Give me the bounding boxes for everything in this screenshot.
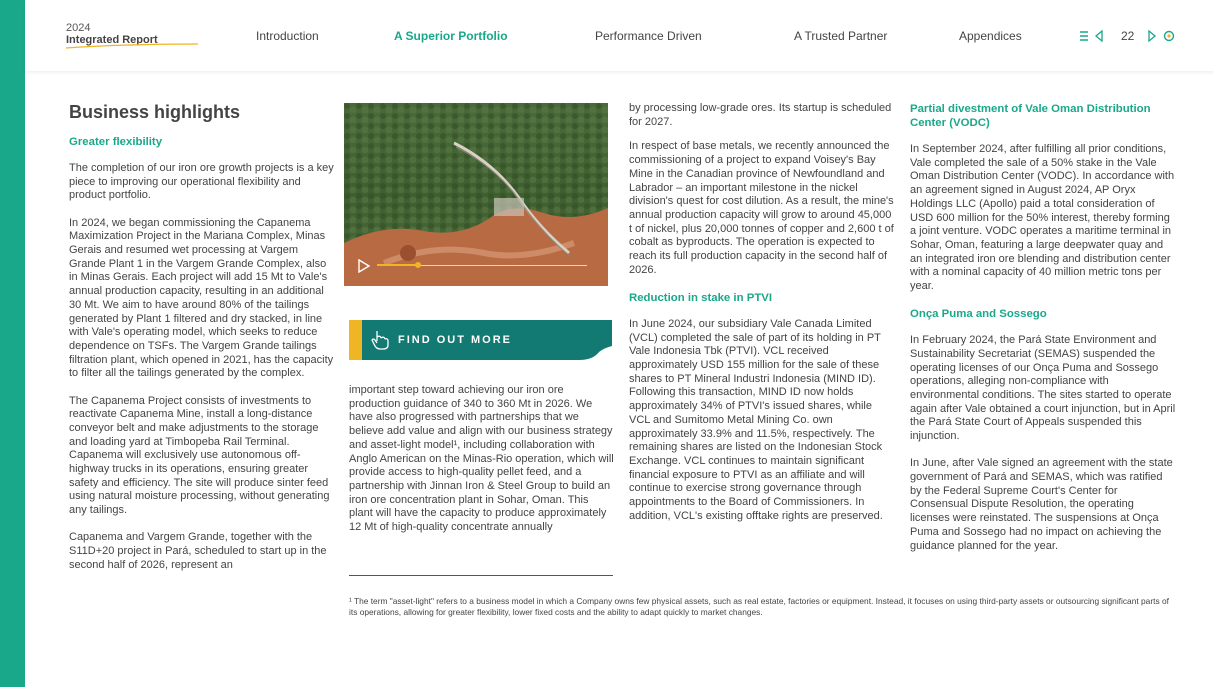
paragraph: Capanema and Vargem Grande, together with the S11D+20 project in Pará, scheduled to start up in the second half of 2026, represent an xyxy=(69,531,327,571)
nav-introduction[interactable]: Introduction xyxy=(256,29,319,43)
next-page-icon[interactable] xyxy=(1147,27,1157,45)
find-out-more-label: FIND OUT MORE xyxy=(398,334,512,346)
subtitle-greater-flexibility: Greater flexibility xyxy=(69,136,163,148)
video-progress-handle[interactable] xyxy=(415,262,421,268)
section-title: Business highlights xyxy=(69,102,241,122)
paragraph: important step toward achieving our iron ore production guidance of 340 to 360 Mt in 2026. We have also progressed with partnerships that we believe add value and align with our business strategy and asset-light model¹, including collaboration with Anglo American on the Minas-Rio operation, which will provide access to high-quality pellet feed, and a partnership with Jinnan Iron & Steel Group to build an iron ore concentration plant in Sohar, Oman. This plant will have the capacity to produce approximately 12 Mt of high-quality concentrate annually xyxy=(349,384,614,534)
menu-icon[interactable] xyxy=(1079,27,1089,45)
nav-appendices[interactable]: Appendices xyxy=(959,29,1022,43)
video-progress-fill xyxy=(377,264,417,266)
video-player[interactable] xyxy=(344,103,608,286)
video-thumbnail-image xyxy=(344,103,608,286)
nav-trusted-partner[interactable]: A Trusted Partner xyxy=(794,29,888,43)
column-3 xyxy=(629,102,895,537)
logo-swoosh-icon xyxy=(66,42,200,50)
report-year: 2024 xyxy=(66,22,91,34)
footnote-divider xyxy=(349,575,613,576)
refresh-icon[interactable] xyxy=(1162,27,1176,45)
find-out-more-button[interactable] xyxy=(349,320,612,360)
left-accent-bar xyxy=(0,0,25,687)
paragraph: by processing low-grade ores. Its startup is scheduled for 2027. xyxy=(629,102,892,128)
paragraph: In respect of base metals, we recently announced the commissioning of a project to expand Voisey's Bay Mine in the Canadian province of Newfoundland and Labrador – an important milestone in the nickel division's quest for cost dilution. As a result, the mine's annual production capacity will grow to around 45,000 t of nickel, plus 20,000 tonnes of copper and 2,600 t of cobalt as byproducts. The operation is expected to reach its full production capacity in the second half of 2026. xyxy=(629,140,894,276)
footnote: ¹ The term "asset-light" refers to a business model in which a Company owns few physical assets, such as real estate, factories or equipment. Instead, it focuses on using third-party assets or outsourcing significant parts of its operations, allowing for greater flexibility, lower fixed costs and the ability to adapt quickly to market changes. xyxy=(349,596,1169,617)
column-4 xyxy=(910,102,1176,567)
page-number: 22 xyxy=(1121,29,1135,43)
paragraph: In June 2024, our subsidiary Vale Canada Limited (VCL) completed the sale of part of its holding in PT Vale Indonesia Tbk (PTVI). VCL received approximately USD 155 million for the sale of these shares to PT Mineral Industri Indonesia (MIND ID). Following this transaction, MIND ID now holds approximately 34% of PTVI's issued shares, while VCL and Sumitomo Metal Mining Co. own approximately 33.9% and 11.5%, respectively. The remaining shares are listed on the Indonesian Stock Exchange. VCL continues to maintain significant financial exposure to PTVI as an affiliate and will continue to exercise strong governance through appointments to the Board of Commissioners. In addition, VCL's existing offtake rights are preserved. xyxy=(629,317,883,522)
paragraph: The Capanema Project consists of investments to reactivate Capanema Mine, install a long-distance conveyor belt and make adjustments to the storage and loading yard at Timbopeba Rail Terminal. Capanema will exclusively use autonomous off-highway trucks in its operations, ensuring greater safety and efficiency. The site will produce sinter feed using natural moisture processing, without generating any tailings. xyxy=(69,394,330,517)
column-2 xyxy=(349,384,615,548)
nav-performance-driven[interactable]: Performance Driven xyxy=(595,29,702,43)
subtitle-vodc: Partial divestment of Vale Oman Distribution Center (VODC) xyxy=(910,103,1151,129)
paragraph: In February 2024, the Pará State Environment and Sustainability Secretariat (SEMAS) suspended the operating licenses of our Onça Puma and Sossego operations, alleging non-compliance with environmental conditions. The sites started to operate again after Vale obtained a court injunction, but in April the Pará State Court of Appeals suspended this injunction. xyxy=(910,334,1176,443)
paragraph: The completion of our iron ore growth projects is a key piece to improving our operational flexibility and product portfolio. xyxy=(69,162,334,202)
subtitle-onca-puma: Onça Puma and Sossego xyxy=(910,308,1047,321)
subtitle-ptvi: Reduction in stake in PTVI xyxy=(629,291,773,304)
pointer-hand-icon xyxy=(371,329,389,351)
paragraph: In June, after Vale signed an agreement with the state government of Pará and SEMAS, which was ratified by the Federal Supreme Court's Center for Consensual Dispute Resolution, the operating licenses were reinstated. The suspensions at Onça Puma and Sossego had no impact on achieving the guidance planned for the year. xyxy=(910,457,1173,552)
paragraph: In September 2024, after fulfilling all prior conditions, Vale completed the sale of a 50% stake in the Vale Oman Distribution Center (VODC). In accordance with an agreement signed in August 2024, AP Oryx Holdings LLC (Apollo) paid a total consideration of USD 600 million for the 50% interest, thereby forming a joint venture. VODC operates a maritime terminal in Sohar, Oman, featuring a large deepwater quay and an integrated iron ore blending and distribution center with a nominal capacity of 40 million metric tons per year. xyxy=(910,143,1175,293)
previous-page-icon[interactable] xyxy=(1094,27,1104,45)
play-icon[interactable] xyxy=(357,259,371,273)
report-name: Integrated Report xyxy=(66,34,158,46)
report-logo[interactable] xyxy=(66,22,158,47)
paragraph: In 2024, we began commissioning the Capanema Maximization Project in the Mariana Complex, Minas Gerais and resumed wet processing at Vargem Grande Plant 1 in the Vargem Grande Complex, also in Minas Gerais. Each project will add 15 Mt to Vale's annual production capacity, resulting in an additional 30 Mt. We aim to have around 80% of the tailings generated by Plant 1 filtered and dry stacked, in line with Vale's operating model, which seeks to reduce dependence on TSFs. The Vargem Grande tailings filtration plant, which opened in 2021, has the capacity to filter all the tailings generated by the complex. xyxy=(69,216,334,380)
nav-superior-portfolio[interactable]: A Superior Portfolio xyxy=(394,29,508,43)
column-1 xyxy=(69,135,335,586)
